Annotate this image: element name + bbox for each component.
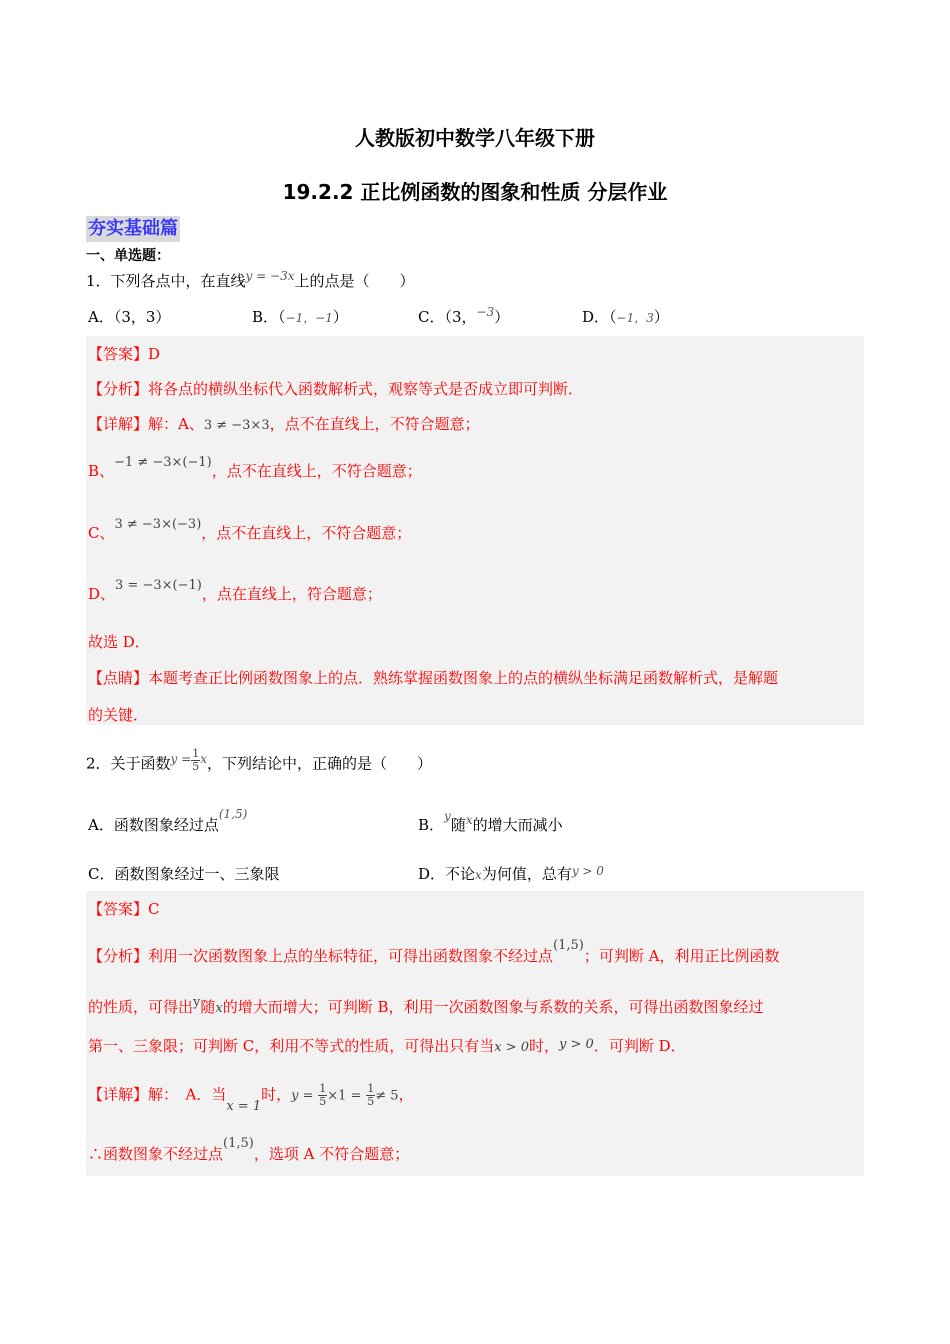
q2-detail-a: 【详解】解： A．当x = 1时，y = $\frac{1}{5}$ ×1 = $\frac{1}{5}$ ≠ 5， bbox=[88, 1082, 414, 1114]
document-subtitle: 19.2.2 正比例函数的图象和性质 分层作业 bbox=[282, 180, 668, 204]
subsection-title: 一、单选题： bbox=[86, 248, 170, 264]
q1-detail-d: D、3 = −3×(−1)，点在直线上，符合题意； bbox=[88, 578, 382, 603]
q2-detail-conclusion-a: ∴函数图象不经过点(1,5)，选项 A 不符合题意； bbox=[88, 1136, 410, 1163]
q2-detail-fraction-2: $\frac{1}{5}$ bbox=[367, 1082, 375, 1108]
section-title: 夯实基础篇 bbox=[86, 216, 180, 242]
q2-analysis-line1: 【分析】利用一次函数图象上点的坐标特征，可得出函数图象不经过点(1,5)；可判断 A，利用正比例函数 bbox=[88, 938, 780, 965]
q2-answer: 【答案】C bbox=[88, 900, 160, 918]
q2-option-c: C．函数图象经过一、三象限 bbox=[88, 865, 280, 883]
q2-solution-box bbox=[86, 891, 864, 1176]
q1-detail-a: 【详解】解：A、3 ≠ −3×3，点不在直线上，不符合题意； bbox=[88, 415, 480, 433]
q1-option-d: D．（−1，3） bbox=[582, 308, 669, 326]
q1-option-b: B．（−1，−1） bbox=[252, 308, 348, 326]
q2-detail-fraction-1: $\frac{1}{5}$ bbox=[319, 1082, 327, 1108]
q1-analysis: 【分析】将各点的横纵坐标代入函数解析式，观察等式是否成立即可判断． bbox=[88, 380, 584, 398]
therefore-icon: ∴ bbox=[88, 1145, 104, 1163]
q2-analysis-line2: 的性质，可得出y随x的增大而增大；可判断 B，利用一次函数图象与系数的关系，可得出函数图象经过 bbox=[88, 995, 764, 1016]
q1-option-c: C．（3，$^{-3}$） bbox=[418, 305, 510, 326]
q1-stem: 1．下列各点中，在直线$^{y = -3x}$上的点是（ ） bbox=[86, 269, 415, 290]
q1-detail-b: B、−1 ≠ −3×(−1)，点不在直线上，不符合题意； bbox=[88, 455, 422, 480]
q1-comment-line1: 【点睛】本题考查正比例函数图象上的点．熟练掌握函数图象上的点的横纵坐标满足函数解析式，是解题 bbox=[88, 669, 779, 687]
q2-option-a: A．函数图象经过点$^{(1,5)}$ bbox=[88, 807, 248, 834]
q1-conclusion: 故选 D． bbox=[88, 633, 150, 651]
q1-detail-c: C、3 ≠ −3×(−3)，点不在直线上，不符合题意； bbox=[88, 517, 412, 542]
q1-answer: 【答案】D bbox=[88, 345, 161, 363]
q2-stem: 2．关于函数$^{y =}$ $\frac{1}{5}$ $^x$，下列结论中，正确的是（ ） bbox=[86, 747, 432, 773]
q1-formula: y = −3x bbox=[245, 269, 295, 283]
q2-analysis-line3: 第一、三象限；可判断 C，利用不等式的性质，可得出只有当x > 0时，y > 0．可判断 D． bbox=[88, 1037, 686, 1055]
document-title: 人教版初中数学八年级下册 bbox=[355, 126, 595, 150]
q2-fraction: $\frac{1}{5}$ bbox=[192, 747, 200, 773]
q2-option-b: B．$^y$随$^x$的增大而减小 bbox=[418, 809, 563, 834]
q1-option-a: A．（3，3） bbox=[88, 308, 171, 326]
q1-comment-line2: 的关键． bbox=[88, 706, 149, 724]
q2-option-d: D．不论x为何值，总有$^{y > 0}$ bbox=[418, 864, 604, 883]
